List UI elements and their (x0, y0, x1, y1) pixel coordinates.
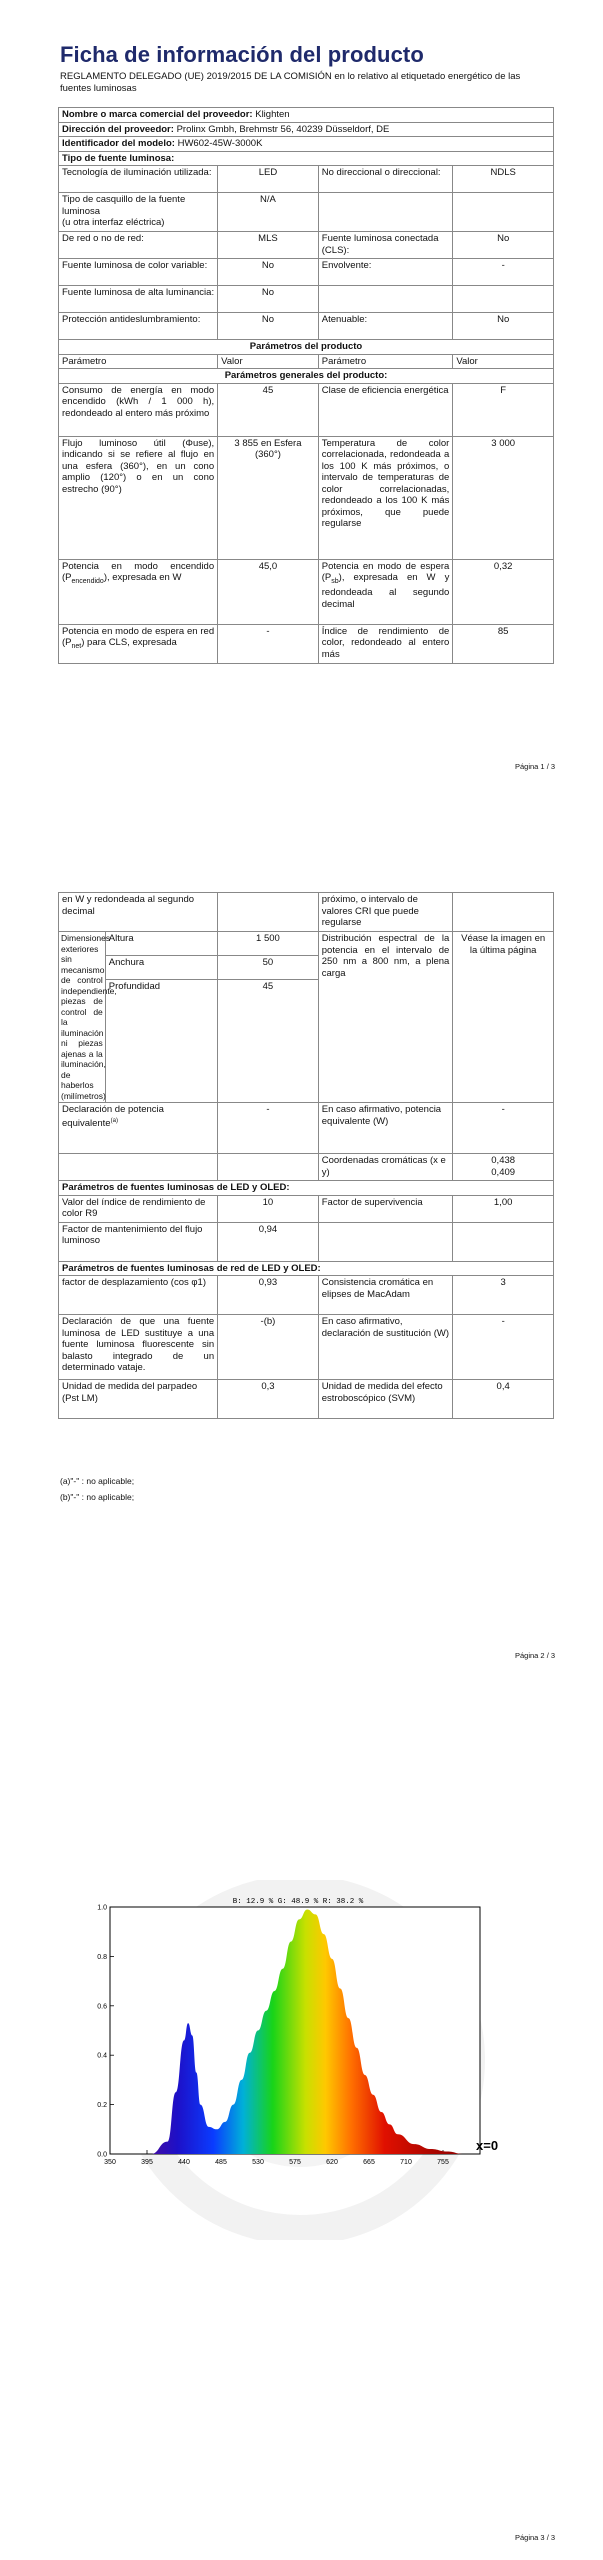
col-param-1: Parámetro (59, 354, 218, 369)
standby-value: 0,32 (453, 559, 554, 624)
surv-value: 1,00 (453, 1195, 554, 1222)
table-row (59, 1103, 554, 1154)
table-row (59, 313, 554, 340)
tech-value: LED (218, 166, 319, 193)
replace-value: -(b) (218, 1315, 319, 1380)
x-tick-label: 575 (289, 2159, 301, 2166)
ledmains-title-row (59, 1261, 554, 1276)
product-info-table (58, 107, 554, 664)
equiv-power-value: - (453, 1103, 554, 1154)
tech-label: Tecnología de iluminación utilizada: (59, 166, 218, 193)
intro-text: REGLAMENTO DELEGADO (UE) 2019/2015 DE LA COMISIÓN en lo relativo al etiquetado energético de las fuentes luminosas (60, 71, 521, 94)
power-value: 45,0 (218, 559, 319, 624)
equiv-power-label: En caso afirmativo, potencia equivalente (W) (318, 1103, 453, 1154)
x-tick-label: 485 (215, 2159, 227, 2166)
equiv-label: Declaración de potencia equivalente (62, 1104, 164, 1129)
netstandby-label: Potencia en modo de espera en red $(P_{net})$ para CLS, expresada (59, 624, 218, 663)
spectrum-chart (88, 1895, 508, 2225)
cont-left: en W y redondeada al segundo decimal (59, 893, 218, 932)
y-tick-label: 0.8 (97, 1953, 107, 1961)
equiv-sup: (a) (110, 1117, 118, 1124)
col-param-2: Parámetro (318, 354, 453, 369)
chrom-label: Coordenadas cromáticas (x e y) (318, 1154, 453, 1181)
supplier-label: Nombre o marca comercial del proveedor: (62, 109, 253, 120)
source-type-row (59, 151, 554, 166)
table-row (59, 1276, 554, 1315)
params-header-row (59, 354, 554, 369)
width-label: Anchura (105, 956, 217, 980)
x-tick-label: 755 (437, 2159, 449, 2166)
table-row (59, 232, 554, 259)
high-value: No (218, 286, 319, 313)
y-tick-label: 0.2 (97, 2102, 107, 2110)
svm-label: Unidad de medida del efecto estroboscópico (SVM) (318, 1380, 453, 1419)
x-tick-label: 710 (400, 2159, 412, 2166)
spd-value: Véase la imagen en la última página (453, 932, 554, 1103)
colour-label: Fuente luminosa de color variable: (59, 259, 218, 286)
col-value-1: Valor (218, 354, 319, 369)
supplier-row (59, 108, 554, 123)
spd-label: Distribución espectral de la potencia en el intervalo de 250 nm a 800 nm, a plena carga (318, 932, 453, 1103)
y-tick-label: 0.4 (97, 2052, 107, 2060)
table-row (59, 932, 554, 956)
high-label: Fuente luminosa de alta luminancia: (59, 286, 218, 313)
x-tick-label: 350 (104, 2159, 116, 2166)
cri-label: Índice de rendimiento de color, redondeado al entero más (318, 624, 453, 663)
table-row (59, 1222, 554, 1261)
footnote-a: (a)"-" : no aplicable; (60, 1476, 135, 1486)
glare-label: Protección antideslumbramiento: (59, 313, 218, 340)
flux-value: 3 855 en Esfera (360°) (218, 436, 319, 559)
address-label: Dirección del proveedor: (62, 123, 174, 135)
page-number-2: Página 2 / 3 (515, 1651, 556, 1660)
replace-w-label: En caso afirmativo, declaración de sustitución (W) (318, 1315, 453, 1380)
table-row (59, 1154, 554, 1181)
nondir-value: NDLS (453, 166, 554, 193)
params-title-row (59, 340, 554, 355)
pst-value: 0,3 (218, 1380, 319, 1419)
class-label: Clase de eficiencia energética (318, 383, 453, 436)
x-tick-label: 530 (252, 2159, 264, 2166)
source-type-label: Tipo de fuente luminosa: (59, 151, 554, 166)
surv-label: Factor de supervivencia (318, 1195, 453, 1222)
page-number-3: Página 3 / 3 (515, 2533, 556, 2542)
table-row (59, 1195, 554, 1222)
model-label: Identificador del modelo: (62, 138, 175, 149)
cont-right: próximo, o intervalo de valores CRI que puede regularse (318, 893, 453, 932)
macadam-label: Consistencia cromática en elipses de MacAdam (318, 1276, 453, 1315)
cri-value: 85 (453, 624, 554, 663)
depth-value: 45 (218, 980, 319, 1103)
address-value: Prolinx Gmbh, Brehmstr 56, 40239 Düsseldorf, DE (176, 123, 390, 135)
table-row (59, 166, 554, 193)
maint-value: 0,94 (218, 1222, 319, 1261)
table-row (59, 1315, 554, 1380)
y-tick-label: 1.0 (97, 1904, 107, 1912)
glare-value: No (218, 313, 319, 340)
page-number-1: Página 1 / 3 (515, 762, 556, 771)
mains-label: De red o no de red: (59, 232, 218, 259)
table-row (59, 286, 554, 313)
table-row (59, 893, 554, 932)
chrom-x: 0,438 (491, 1155, 516, 1166)
macadam-value: 3 (453, 1276, 554, 1315)
cct-value: 3 000 (453, 436, 554, 559)
col-value-2: Valor (453, 354, 554, 369)
cls-value: No (453, 232, 554, 259)
table-row (59, 624, 554, 663)
general-title-row (59, 369, 554, 384)
x-tick-label: 395 (141, 2159, 153, 2166)
replace-label: Declaración de que una fuente luminosa de LED sustituye a una fuente luminosa fluorescente sin balasto integrado de un determinado vataje. (59, 1315, 218, 1380)
led-title: Parámetros de fuentes luminosas de LED y OLED: (59, 1181, 554, 1196)
netstandby-value: - (218, 624, 319, 663)
dims-label: Dimensiones exteriores sin mecanismo de control independiente, piezas de control de la iluminación ni piezas ajenas a la iluminación, de haberlos (milímetros) (61, 933, 117, 1101)
cap-value: N/A (218, 193, 319, 232)
colour-value: No (218, 259, 319, 286)
energy-label: Consumo de energía en modo encendido (kWh / 1 000 h), redondeado al entero más próximo (59, 383, 218, 436)
height-value: 1 500 (218, 932, 319, 956)
width-value: 50 (218, 956, 319, 980)
general-title: Parámetros generales del producto: (59, 369, 554, 384)
disp-label: factor de desplazamiento (cos φ1) (59, 1276, 218, 1315)
envelope-label: Envolvente: (318, 259, 453, 286)
nondir-label: No direccional o direccional: (318, 166, 453, 193)
supplier-value: Klighten (255, 109, 290, 120)
dim-label: Atenuable: (318, 313, 453, 340)
x-tick-label: 620 (326, 2159, 338, 2166)
table-row (59, 559, 554, 624)
params-title: Parámetros del producto (59, 340, 554, 355)
chrom-y: 0,409 (491, 1166, 516, 1178)
model-value: HW602-45W-3000K (177, 138, 263, 149)
x-tick-label: 440 (178, 2159, 190, 2166)
pst-label: Unidad de medida del parpadeo (Pst LM) (59, 1380, 218, 1419)
table-row (59, 383, 554, 436)
svm-value: 0,4 (453, 1380, 554, 1419)
footnote-b: (b)"-" : no aplicable; (60, 1492, 135, 1502)
chart-annotation: x=0 (476, 2138, 499, 2153)
cap-label-2: (u otra interfaz eléctrica) (62, 217, 165, 228)
height-label: Altura (105, 932, 217, 956)
cap-label: Tipo de casquillo de la fuente luminosa (62, 194, 186, 217)
table-row (59, 193, 554, 232)
ledmains-title: Parámetros de fuentes luminosas de red de LED y OLED: (59, 1261, 554, 1276)
class-value: F (453, 383, 554, 436)
replace-w-value: - (453, 1315, 554, 1380)
chart-title: B: 12.9 % G: 48.9 % R: 38.2 % (232, 1898, 364, 1906)
r9-label: Valor del índice de rendimiento de color R9 (59, 1195, 218, 1222)
flux-label: Flujo luminoso útil (Φuse), indicando si se refiere al flujo en una esfera (360°), en un cono amplio (120°) o en un cono estrecho (90°) (59, 436, 218, 559)
standby-label: Potencia en modo de espera $(P_{sb})$, expresada en W y redondeada al segundo decimal (318, 559, 453, 624)
led-title-row (59, 1181, 554, 1196)
power-label: Potencia en modo encendido $(P_{encendido})$, expresada en W (59, 559, 218, 624)
dim-value: No (453, 313, 554, 340)
model-row (59, 137, 554, 152)
table-row (59, 259, 554, 286)
maint-label: Factor de mantenimiento del flujo luminoso (59, 1222, 218, 1261)
energy-value: 45 (218, 383, 319, 436)
cct-label: Temperatura de color correlacionada, redondeada a los 100 K más próximos, o intervalo de temperaturas de color correlacionadas, redondeado a los 100 K más próximos, que puede regularse (318, 436, 453, 559)
table-row (59, 1380, 554, 1419)
mains-value: MLS (218, 232, 319, 259)
y-tick-label: 0.0 (97, 2151, 107, 2159)
equiv-value: - (218, 1103, 319, 1154)
doc-title: Ficha de información del producto (60, 42, 424, 67)
r9-value: 10 (218, 1195, 319, 1222)
cls-label: Fuente luminosa conectada (CLS): (318, 232, 453, 259)
x-tick-label: 665 (363, 2159, 375, 2166)
depth-label: Profundidad (105, 980, 217, 1103)
product-info-table-continued (58, 892, 554, 1419)
y-tick-label: 0.6 (97, 2003, 107, 2011)
disp-value: 0,93 (218, 1276, 319, 1315)
envelope-value: - (453, 259, 554, 286)
table-row (59, 436, 554, 559)
address-row (59, 122, 554, 137)
